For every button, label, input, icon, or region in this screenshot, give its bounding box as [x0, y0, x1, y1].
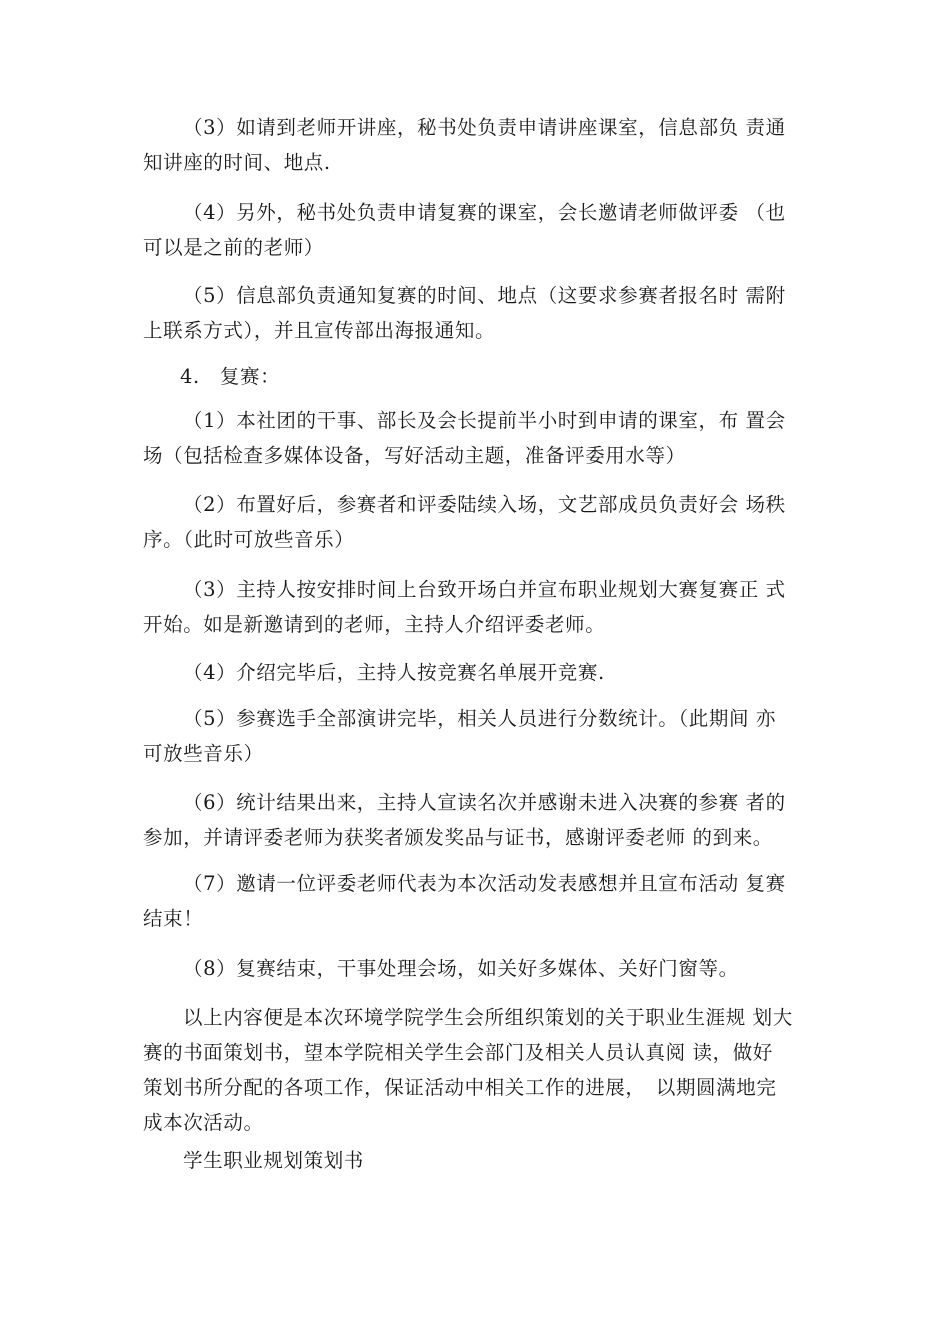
text-line: 场（包括检查多媒体设备，写好活动主题，准备评委用水等） — [143, 444, 686, 467]
text-line: （4）另外，秘书处负责申请复赛的课室，会长邀请老师做评委 （也 — [183, 201, 786, 224]
text-line: 赛的书面策划书，望本学院相关学生会部门及相关人员认真阅 读，做好 — [143, 1041, 773, 1064]
footer-title-text: 学生职业规划策划书 — [183, 1149, 364, 1172]
paragraph-3-lecture — [143, 110, 843, 180]
paragraph-1-setup — [143, 403, 843, 473]
text-line: （4）介绍完毕后，主持人按竞赛名单展开竞赛. — [183, 661, 605, 684]
paragraph-4-classroom — [143, 195, 843, 265]
text-line: （3）主持人按安排时间上台致开场白并宣布职业规划大赛复赛正 式 — [183, 578, 786, 601]
paragraph-7-closing — [143, 866, 843, 936]
text-line: （8）复赛结束，干事处理会场，如关好多媒体、关好门窗等。 — [183, 957, 739, 980]
text-line: 以上内容便是本次环境学院学生会所组织策划的关于职业生涯规 划大 — [183, 1006, 793, 1029]
paragraph-5-notify — [143, 278, 843, 348]
text-line: （5）参赛选手全部演讲完毕，相关人员进行分数统计。（此期间 亦 — [183, 707, 776, 730]
paragraph-2-entry — [143, 487, 843, 557]
text-line: （5）信息部负责通知复赛的时间、地点（这要求参赛者报名时 需附 — [183, 284, 786, 307]
text-line: 可以是之前的老师） — [143, 236, 324, 259]
paragraph-4-competition — [143, 655, 843, 690]
text-line: （7）邀请一位评委老师代表为本次活动发表感想并且宣布活动 复赛 — [183, 872, 786, 895]
text-line: 序。（此时可放些音乐） — [143, 528, 355, 551]
document-footer-title — [143, 1143, 843, 1178]
text-line: （2）布置好后，参赛者和评委陆续入场，文艺部成员负责好会 场秩 — [183, 493, 786, 516]
text-line: （6）统计结果出来，主持人宣读名次并感谢未进入决赛的参赛 者的 — [183, 791, 786, 814]
text-line: 可放些音乐） — [143, 742, 264, 765]
text-line: 知讲座的时间、地点. — [143, 151, 331, 174]
text-line: （3）如请到老师开讲座，秘书处负责申请讲座课室，信息部负 责通 — [183, 116, 786, 139]
text-line: 结束！ — [143, 907, 204, 930]
heading-text: 4. 复赛： — [180, 365, 281, 388]
text-line: 开始。如是新邀请到的老师，主持人介绍评委老师。 — [143, 613, 606, 636]
paragraph-summary — [143, 1000, 843, 1140]
text-line: 策划书所分配的各项工作，保证活动中相关工作的进展， 以期圆满地完 — [143, 1076, 777, 1099]
section-heading-semifinal — [180, 359, 880, 394]
text-line: （1）本社团的干事、部长及会长提前半小时到申请的课室，布 置会 — [183, 409, 786, 432]
paragraph-5-scoring — [143, 701, 843, 771]
paragraph-3-opening — [143, 572, 843, 642]
text-line: 成本次活动。 — [143, 1111, 264, 1134]
text-line: 上联系方式），并且宣传部出海报通知。 — [143, 319, 496, 342]
paragraph-6-results — [143, 785, 843, 855]
text-line: 参加，并请评委老师为获奖者颁发奖品与证书，感谢评委老师 的到来。 — [143, 826, 773, 849]
paragraph-8-cleanup — [143, 951, 843, 986]
